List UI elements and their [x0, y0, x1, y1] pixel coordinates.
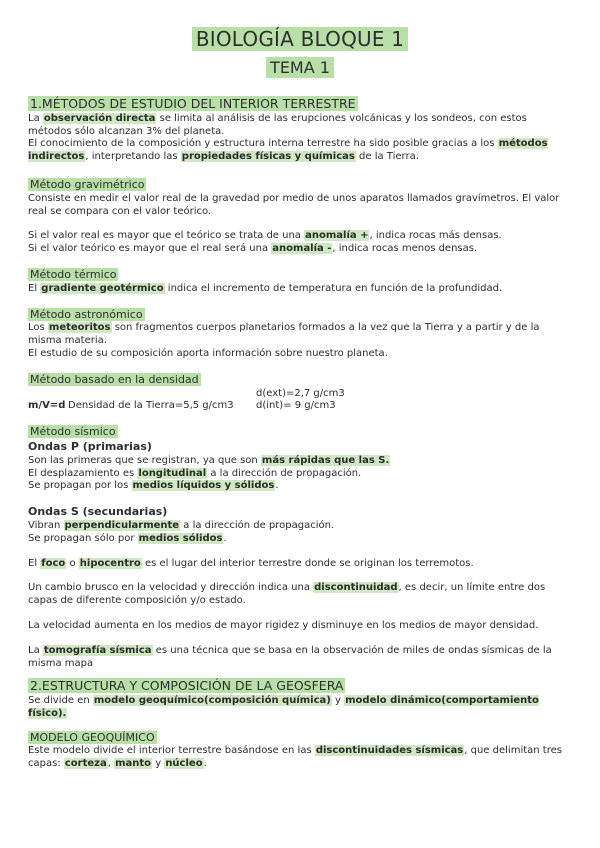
- text: y: [331, 695, 345, 707]
- page-subtitle: TEMA 1: [266, 57, 334, 78]
- gravimetric-heading: Método gravimétrico: [30, 177, 145, 191]
- text: .: [223, 532, 227, 544]
- density-earth: Densidad de la Tierra=5,5 g/cm3: [68, 400, 234, 412]
- highlight: corteza: [64, 758, 107, 770]
- text: Este modelo divide el interior terrestre basándose en las: [28, 745, 315, 757]
- text: , indica rocas más densas.: [369, 230, 502, 242]
- paragraph: [28, 645, 573, 671]
- paragraph: [28, 243, 573, 256]
- text: a la dirección de propagación.: [180, 519, 335, 531]
- paragraph: [28, 533, 573, 546]
- highlight: modelo dinámico(comportamiento físico).: [28, 695, 539, 719]
- paragraph: [28, 582, 573, 608]
- text: Se divide en: [28, 695, 93, 707]
- density-formula: m/V=d: [28, 400, 66, 412]
- highlight: medios sólidos: [138, 532, 223, 544]
- text: Se propagan sólo por: [28, 532, 138, 544]
- highlight: perpendicularmente: [64, 519, 180, 531]
- text: .: [203, 758, 207, 770]
- seismic-heading: Método sísmico: [30, 425, 116, 439]
- text: es una técnica que se basa en la observación de miles de ondas sísmicas de la misma mapa: [28, 644, 552, 669]
- section-2-heading: 2.ESTRUCTURA Y COMPOSICIÓN DE LA GEOSFERA: [30, 678, 344, 694]
- paragraph: [28, 468, 573, 481]
- text: Si el valor real es mayor que el teórico se trata de una: [28, 230, 305, 242]
- paragraph: [28, 455, 573, 468]
- text: es el lugar del interior terrestre donde se originan los terremotos.: [141, 557, 474, 569]
- astronomic-heading: Método astronómico: [30, 307, 143, 321]
- density-heading: Método basado en la densidad: [30, 372, 199, 386]
- text: Son las primeras que se registran, ya que son: [28, 454, 261, 466]
- text: El conocimiento de la composición y estructura interna terrestre ha sido posible gracias a los: [28, 138, 498, 150]
- s-waves-heading: Ondas S (secundarias): [28, 505, 168, 519]
- text: se limita al análisis de las erupciones volcánicas y los sondeos, con estos métodos sólo alcanzan 3% del planeta.: [28, 112, 527, 137]
- text: Un cambio brusco en la velocidad y dirección indica una: [28, 582, 314, 594]
- text: Los: [28, 322, 48, 334]
- paragraph: [28, 480, 573, 493]
- text: y: [152, 758, 165, 770]
- page-title: BIOLOGÍA BLOQUE 1: [192, 27, 408, 51]
- paragraph: [28, 138, 573, 164]
- density-row-2: [28, 400, 573, 413]
- text: Se propagan por los: [28, 480, 132, 492]
- paragraph: [28, 283, 573, 296]
- text: indica el incremento de temperatura en función de la profundidad.: [164, 282, 503, 294]
- text: La: [28, 112, 43, 124]
- thermal-heading: Método térmico: [30, 267, 117, 281]
- paragraph: Consiste en medir el valor real de la gravedad por medio de unos aparatos llamados gravímetros. El valor real se compara con el valor teórico.: [28, 192, 560, 217]
- text: .: [275, 480, 279, 492]
- density-internal: d(int)= 9 g/cm3: [256, 400, 336, 412]
- highlight: discontinuidad: [314, 582, 398, 594]
- text: , es decir, un límite entre dos capas de diferente composición y/o estado.: [28, 582, 546, 607]
- density-row-1: [28, 388, 573, 401]
- text: Si el valor teórico es mayor que el real será una: [28, 243, 272, 255]
- paragraph: [28, 745, 573, 771]
- highlight: observación directa: [43, 112, 156, 124]
- highlight: longitudinal: [138, 467, 207, 479]
- highlight: propiedades físicas y químicas: [181, 151, 355, 163]
- highlight: modelo geoquímico(composición química): [93, 695, 331, 707]
- text: Vibran: [28, 519, 64, 531]
- text: , indica rocas menos densas.: [332, 243, 478, 255]
- geochemical-model-heading: MODELO GEOQUÍMICO: [30, 730, 155, 744]
- paragraph: [28, 230, 573, 243]
- text: El: [28, 282, 41, 294]
- highlight: gradiente geotérmico: [41, 282, 164, 294]
- text: ,: [107, 758, 115, 770]
- highlight: manto: [115, 758, 152, 770]
- density-external: d(ext)=2,7 g/cm3: [256, 387, 345, 399]
- title-block: [0, 27, 600, 51]
- highlight: discontinuidades sísmicas: [315, 745, 464, 757]
- text: La: [28, 644, 43, 656]
- text: , que delimitan tres capas:: [28, 745, 562, 770]
- highlight: anomalía -: [272, 243, 332, 255]
- highlight: medios líquidos y sólidos: [132, 480, 275, 492]
- highlight: meteoritos: [48, 322, 111, 334]
- paragraph: [28, 322, 573, 348]
- document-body: [28, 96, 573, 771]
- highlight: métodos indirectos: [28, 138, 548, 163]
- text: o: [66, 557, 79, 569]
- paragraph: [28, 695, 573, 721]
- section-1-heading: 1.MÉTODOS DE ESTUDIO DEL INTERIOR TERRESTRE: [30, 96, 356, 111]
- text: a la dirección de propagación.: [207, 467, 362, 479]
- text: , interpretando las: [85, 151, 181, 163]
- text: El: [28, 557, 41, 569]
- paragraph: La velocidad aumenta en los medios de mayor rigidez y disminuye en los medios de mayor densidad.: [28, 619, 539, 631]
- text: El desplazamiento es: [28, 467, 138, 479]
- highlight: foco: [41, 557, 66, 569]
- paragraph: El estudio de su composición aporta información sobre nuestro planeta.: [28, 347, 388, 359]
- text: de la Tierra.: [355, 151, 419, 163]
- highlight: hipocentro: [79, 557, 141, 569]
- highlight: más rápidas que las S.: [261, 454, 390, 466]
- paragraph: [28, 113, 573, 139]
- text: son fragmentos cuerpos planetarios formados a la vez que la Tierra y a partir y de la misma materia.: [28, 322, 540, 347]
- paragraph: [28, 558, 573, 571]
- highlight: anomalía +: [305, 230, 369, 242]
- p-waves-heading: Ondas P (primarias): [28, 439, 152, 453]
- paragraph: [28, 520, 573, 533]
- highlight: núcleo: [165, 758, 203, 770]
- highlight: tomografía sísmica: [43, 644, 152, 656]
- subtitle-block: [0, 57, 600, 78]
